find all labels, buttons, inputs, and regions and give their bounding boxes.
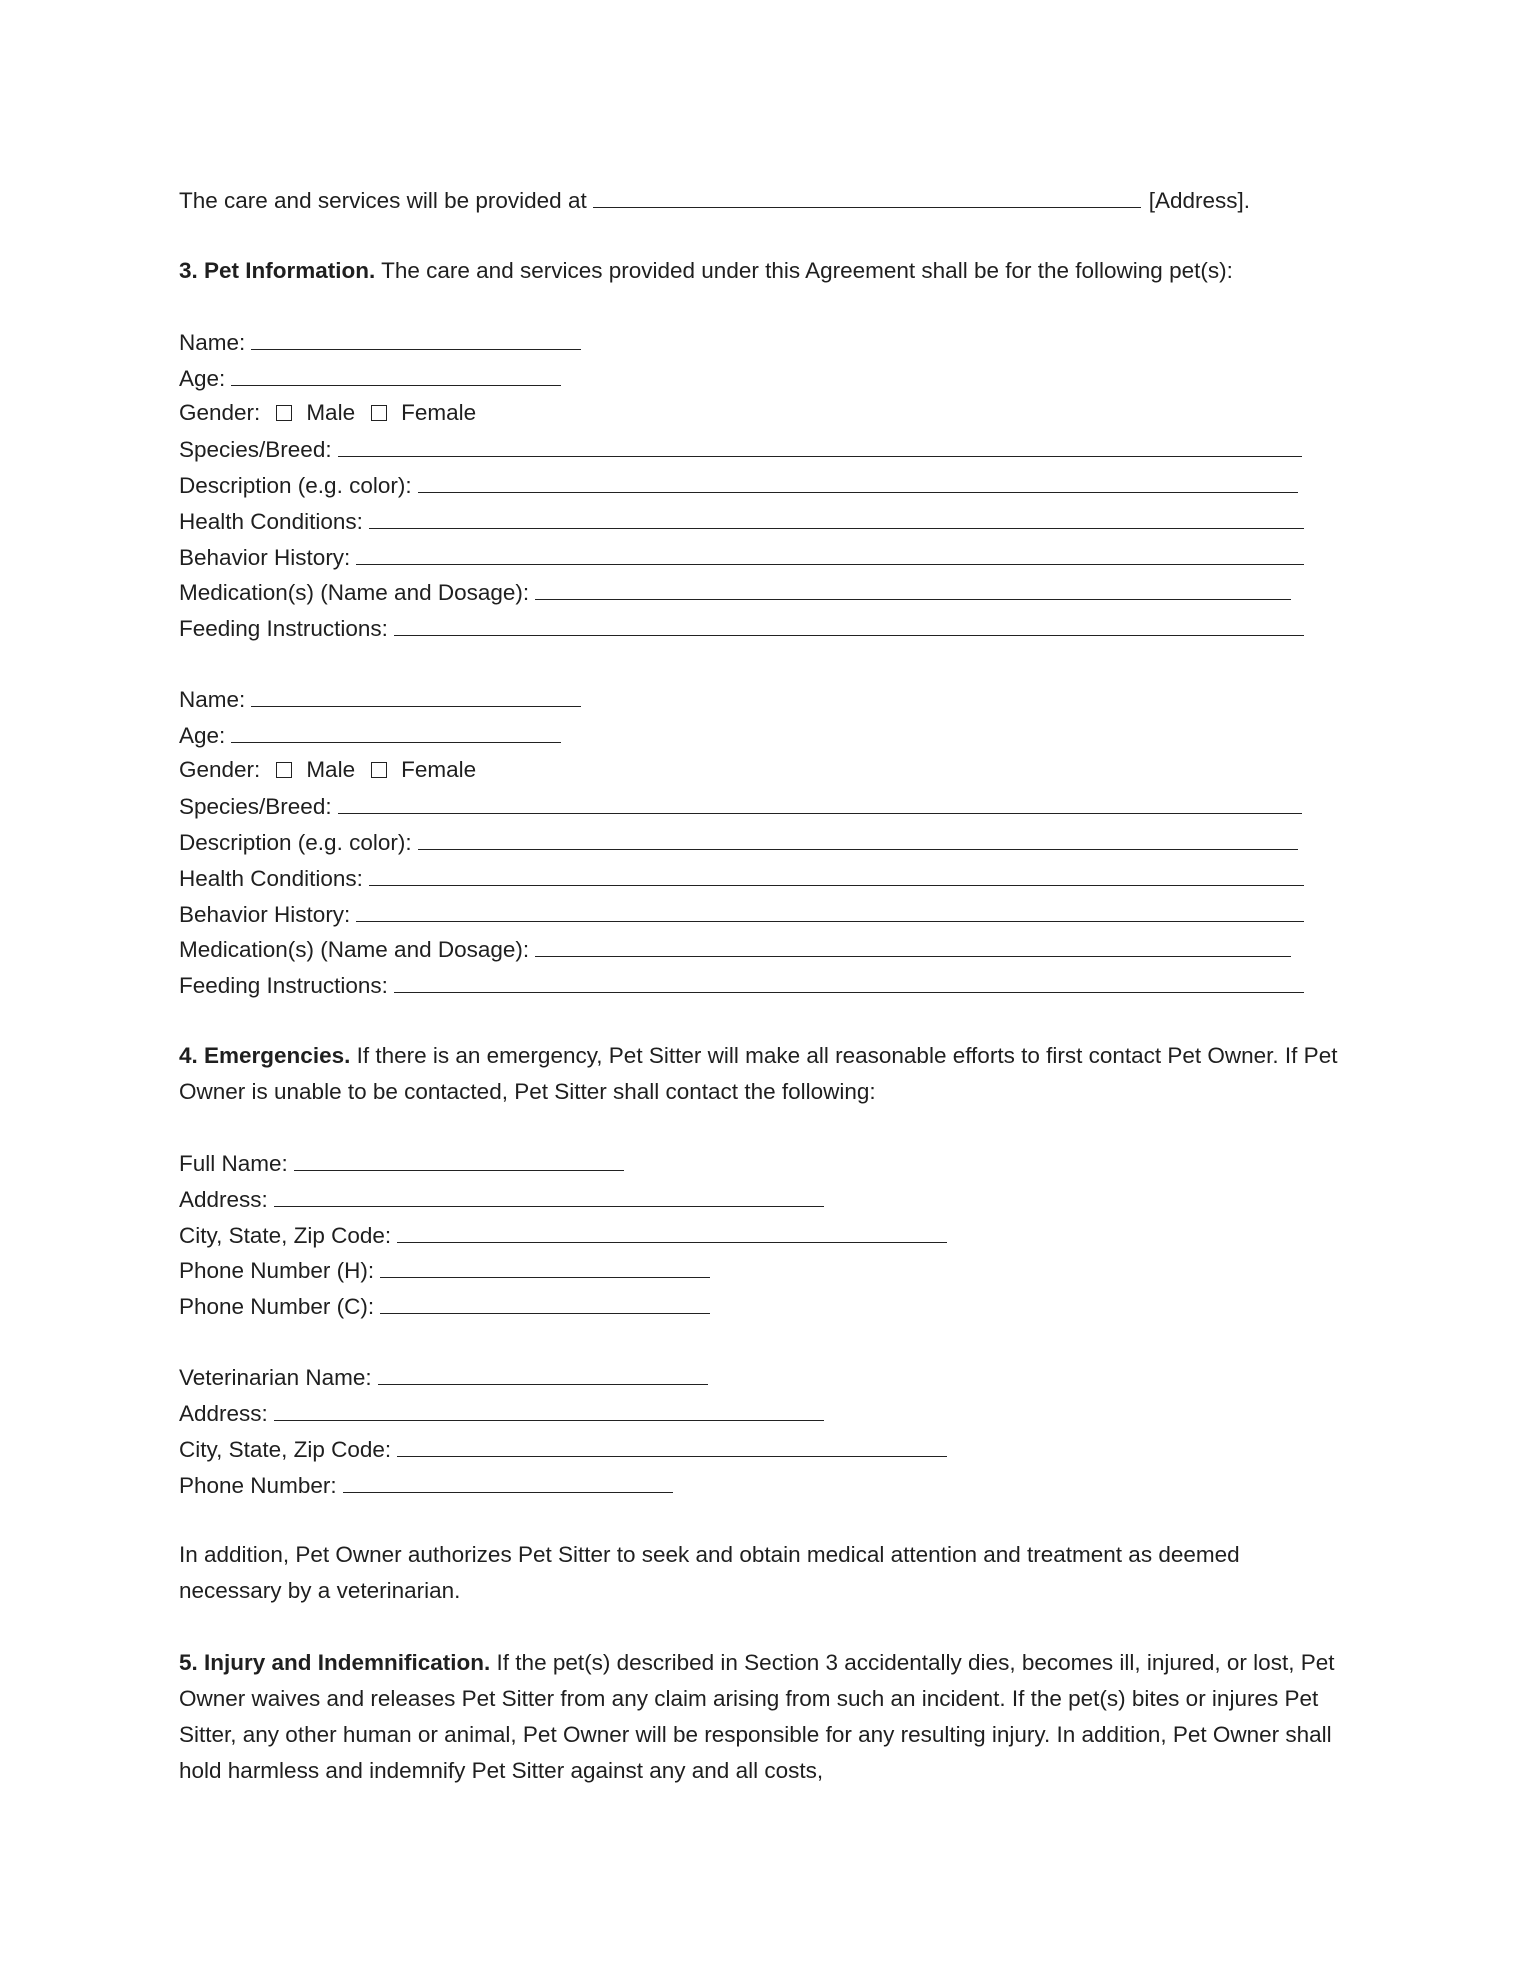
pet1-behavior-row [179,542,1304,572]
contact-address-label: Address: [179,1187,268,1212]
pet2-medication-label: Medication(s) (Name and Dosage): [179,937,530,962]
section-4-text: If there is an emergency, Pet Sitter will make all reasonable efforts to first contact Pet Owner. If Pet Owner is unable to be contacted, Pet Sitter shall contact the following: [179,1043,1338,1104]
pet1-health-label: Health Conditions: [179,509,363,534]
authorization-paragraph: In addition, Pet Owner authorizes Pet Sitter to seek and obtain medical attention and treatment as deemed necessary by a veterinarian. [179,1542,1240,1603]
pet1-behavior-label: Behavior History: [179,545,351,570]
pet2-behavior-row [179,899,1304,929]
pet2-health-row [179,863,1304,893]
pet1-medication-label: Medication(s) (Name and Dosage): [179,580,530,605]
pet1-health-blank[interactable] [369,506,1304,529]
contact-full-name-blank[interactable] [294,1148,624,1171]
contact-city-label: City, State, Zip Code: [179,1223,392,1248]
pet2-medication-blank[interactable] [535,934,1291,957]
section-5-text: If the pet(s) described in Section 3 accidentally dies, becomes ill, injured, or lost, Pet Owner waives and releases Pet Sitter from any claim arising from such an incident. If the pet(s) bites or injures Pet Sitter, any other human or animal, Pet Owner will be responsible for any resulting injury. In addition, Pet Owner shall hold harmless and indemnify Pet Sitter against any and all costs, [179,1650,1335,1783]
pet1-female-checkbox[interactable] [371,405,387,421]
section-3-paragraph [179,256,1233,286]
contact-city-blank[interactable] [397,1220,947,1243]
pet2-name-row [179,684,581,714]
pet2-name-blank[interactable] [251,684,581,707]
pet2-species-label: Species/Breed: [179,794,332,819]
vet-city-blank[interactable] [397,1434,947,1457]
pet1-behavior-blank[interactable] [356,542,1304,565]
pet1-age-label: Age: [179,366,226,391]
pet2-male-label: Male [306,757,356,782]
pet2-behavior-label: Behavior History: [179,902,351,927]
section-4-paragraph [179,1038,1359,1110]
pet2-name-label: Name: [179,687,246,712]
pet2-gender-row [179,755,476,785]
pet1-female-label: Female [401,400,477,425]
contact-phone-c-label: Phone Number (C): [179,1294,375,1319]
pet2-female-label: Female [401,757,477,782]
section-5-heading: 5. Injury and Indemnification. [179,1650,491,1675]
pet2-species-blank[interactable] [338,791,1302,814]
pet1-feeding-row [179,613,1304,643]
address-prefix: The care and services will be provided at [179,188,587,213]
pet1-gender-label: Gender: [179,400,261,425]
pet2-description-row [179,827,1298,857]
pet1-species-blank[interactable] [338,434,1302,457]
vet-city-row [179,1434,947,1464]
pet2-behavior-blank[interactable] [356,899,1304,922]
pet2-description-blank[interactable] [418,827,1298,850]
vet-name-blank[interactable] [378,1362,708,1385]
pet2-health-label: Health Conditions: [179,866,363,891]
vet-phone-blank[interactable] [343,1470,673,1493]
pet1-age-blank[interactable] [231,363,561,386]
pet2-medication-row [179,934,1291,964]
section-5-paragraph [179,1645,1364,1789]
care-address-blank[interactable] [593,185,1141,208]
pet1-feeding-label: Feeding Instructions: [179,616,388,641]
pet2-age-label: Age: [179,723,226,748]
vet-phone-row [179,1470,673,1500]
pet1-age-row [179,363,561,393]
pet1-species-row [179,434,1302,464]
pet1-medication-row [179,577,1291,607]
vet-name-label: Veterinarian Name: [179,1365,372,1390]
pet1-feeding-blank[interactable] [394,613,1304,636]
pet1-description-label: Description (e.g. color): [179,473,412,498]
contact-phone-h-row [179,1255,710,1285]
pet1-gender-row [179,398,476,428]
section-3-heading: 3. Pet Information. [179,258,376,283]
pet2-age-blank[interactable] [231,720,561,743]
vet-phone-label: Phone Number: [179,1473,337,1498]
pet1-name-label: Name: [179,330,246,355]
vet-address-row [179,1398,824,1428]
pet2-health-blank[interactable] [369,863,1304,886]
pet2-species-row [179,791,1302,821]
pet2-feeding-blank[interactable] [394,970,1304,993]
contact-phone-h-blank[interactable] [380,1255,710,1278]
pet1-health-row [179,506,1304,536]
pet1-male-checkbox[interactable] [276,405,292,421]
pet2-feeding-label: Feeding Instructions: [179,973,388,998]
pet1-male-label: Male [306,400,356,425]
pet1-name-blank[interactable] [251,327,581,350]
pet2-female-checkbox[interactable] [371,762,387,778]
pet2-gender-label: Gender: [179,757,261,782]
contact-full-name-label: Full Name: [179,1151,288,1176]
pet1-description-row [179,470,1298,500]
pet1-description-blank[interactable] [418,470,1298,493]
address-suffix: [Address]. [1148,188,1250,213]
contact-phone-c-row [179,1291,710,1321]
pet2-feeding-row [179,970,1304,1000]
contact-phone-h-label: Phone Number (H): [179,1258,375,1283]
pet1-name-row [179,327,581,357]
vet-city-label: City, State, Zip Code: [179,1437,392,1462]
section-4-heading: 4. Emergencies. [179,1043,351,1068]
pet2-description-label: Description (e.g. color): [179,830,412,855]
contact-phone-c-blank[interactable] [380,1291,710,1314]
section-3-text: The care and services provided under this Agreement shall be for the following pet(s): [375,258,1233,283]
contact-address-row [179,1184,824,1214]
vet-address-label: Address: [179,1401,268,1426]
contact-city-row [179,1220,947,1250]
contact-address-blank[interactable] [274,1184,824,1207]
vet-address-blank[interactable] [274,1398,824,1421]
pet2-male-checkbox[interactable] [276,762,292,778]
vet-name-row [179,1362,708,1392]
pet1-species-label: Species/Breed: [179,437,332,462]
contact-full-name-row [179,1148,624,1178]
pet1-medication-blank[interactable] [535,577,1291,600]
pet2-age-row [179,720,561,750]
address-line [179,185,1250,215]
